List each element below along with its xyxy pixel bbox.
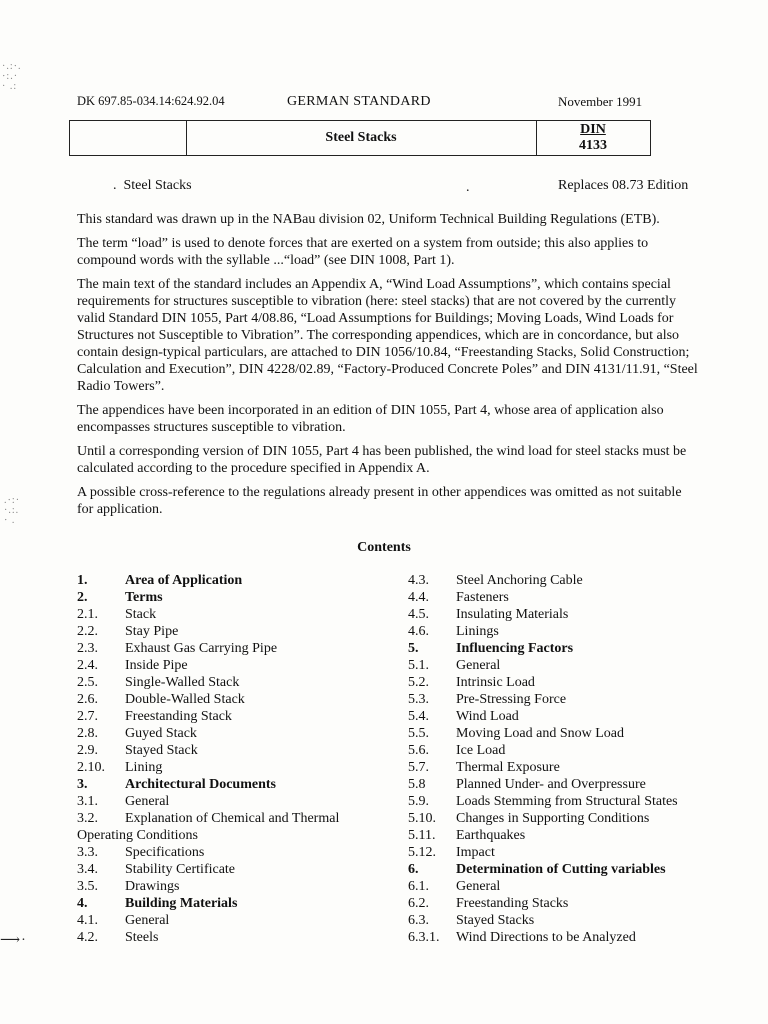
classification-number: DK 697.85-034.14:624.92.04 (77, 94, 225, 108)
contents-entry (408, 708, 708, 725)
contents-column-left (77, 572, 397, 946)
contents-entry (77, 929, 397, 946)
contents-entry (77, 878, 397, 895)
contents-entry-number: 5.12. (408, 845, 436, 860)
subtitle-left: . Steel Stacks (113, 178, 192, 193)
contents-entry-number: 4.6. (408, 624, 429, 639)
contents-entry-title: Pre-Stressing Force (456, 692, 567, 707)
contents-entry-number: 6. (408, 862, 419, 877)
contents-entry-title: Guyed Stack (125, 726, 197, 741)
contents-entry-title: Drawings (125, 879, 180, 894)
contents-entry-number: 5.6. (408, 743, 429, 758)
contents-entry (408, 674, 708, 691)
contents-entry (77, 912, 397, 929)
contents-entry-number: 1. (77, 573, 88, 588)
publication-date: November 1991 (558, 94, 643, 109)
contents-entry (408, 572, 708, 589)
contents-entry (77, 759, 397, 776)
contents-entry (77, 657, 397, 674)
contents-entry-title: Stack (125, 607, 157, 622)
contents-entry-number: 5.8 (408, 777, 426, 792)
contents-entry (408, 878, 708, 895)
contents-entry-number: 3.5. (77, 879, 98, 894)
contents-entry (77, 589, 397, 606)
contents-entry-number: 2.10. (77, 760, 105, 775)
contents-entry-title: Steels (125, 930, 159, 945)
contents-entry (408, 827, 708, 844)
contents-entry-title: Explanation of Chemical and Thermal (125, 811, 340, 826)
contents-entry (408, 861, 708, 878)
contents-entry-title: Double-Walled Stack (125, 692, 245, 707)
contents-entry-title: General (125, 913, 170, 928)
contents-entry-number: 5.5. (408, 726, 429, 741)
contents-entry (408, 742, 708, 759)
contents-entry-number: 2.3. (77, 641, 98, 656)
contents-entry-title: Insulating Materials (456, 607, 569, 622)
paragraph: The main text of the standard includes an Appendix A, “Wind Load Assumptions”, which contains special requirements for structures susceptible to vibration (here: steel stacks) that are not covered by the currently valid Standard DIN 1055, Part 4/08.86, “Load Assumptions for Buildings; Moving Loads, Wind Loads for Structures not Susceptible to Vibration”. The corresponding appendices, which are in concordance, but also contain design-typical particulars, are attached to DIN 1056/10.84, “Freestanding Stacks, Solid Construction; Calculation and Execution”, DIN 4228/02.89, “Factory-Produced Concrete Poles” and DIN 4131/11.91, “Steel Radio Towers”. (77, 277, 698, 394)
scan-speckle: ·.:⋅. ⋅:.· · .: (2, 61, 22, 92)
contents-entry (408, 810, 708, 827)
contents-entry-title: Changes in Supporting Conditions (456, 811, 650, 826)
contents-entry-number: 6.3. (408, 913, 429, 928)
contents-entry-number: 2.5. (77, 675, 98, 690)
contents-entry-number: 5.11. (408, 828, 436, 843)
contents-entry-number: 3.3. (77, 845, 98, 860)
contents-entry-title: Stay Pipe (125, 624, 179, 639)
contents-column-right (408, 572, 708, 946)
contents-entry (408, 895, 708, 912)
paragraph: The appendices have been incorporated in an edition of DIN 1055, Part 4, whose area of application also encompasses structures susceptible to vibration. (77, 403, 664, 435)
contents-entry-title: Specifications (125, 845, 205, 860)
din-label: DIN (580, 122, 606, 137)
scan-speckle: ⟶· (0, 933, 27, 948)
paragraph: The term “load” is used to denote forces that are exerted on a system from outside; this also applies to compound words with the syllable ...“load” (see DIN 1008, Part 1). (77, 236, 649, 268)
subline-dot: . (466, 180, 470, 195)
contents-entry-number: 5.9. (408, 794, 429, 809)
contents-entry (408, 912, 708, 929)
contents-entry (408, 640, 708, 657)
contents-entry (408, 776, 708, 793)
contents-entry-title: Freestanding Stacks (456, 896, 569, 911)
contents-entry (408, 844, 708, 861)
contents-entry-continuation: Operating Conditions (77, 828, 198, 843)
contents-entry-number: 4.4. (408, 590, 429, 605)
contents-entry-number: 4. (77, 896, 88, 911)
contents-entry-title: Linings (456, 624, 499, 639)
contents-entry (408, 589, 708, 606)
contents-entry-number: 2.1. (77, 607, 98, 622)
contents-entry (77, 793, 397, 810)
contents-entry-number: 2.7. (77, 709, 98, 724)
contents-entry (408, 606, 708, 623)
contents-entry-number: 4.5. (408, 607, 429, 622)
contents-entry (77, 776, 397, 793)
contents-entry-number: 3.4. (77, 862, 98, 877)
contents-entry-number: 2.9. (77, 743, 98, 758)
contents-entry (77, 844, 397, 861)
contents-entry-title: Steel Anchoring Cable (456, 573, 583, 588)
contents-entry-number: 4.1. (77, 913, 98, 928)
contents-entry-number: 4.3. (408, 573, 429, 588)
contents-entry (77, 640, 397, 657)
contents-entry-number: 5.1. (408, 658, 429, 673)
din-number: 4133 (579, 138, 607, 153)
contents-entry-title: Area of Application (125, 573, 243, 588)
contents-entry (77, 895, 397, 912)
contents-entry (77, 572, 397, 589)
contents-entry-title: Intrinsic Load (456, 675, 535, 690)
contents-entry (77, 606, 397, 623)
contents-entry-number: 2.2. (77, 624, 98, 639)
paragraph: A possible cross-reference to the regulations already present in other appendices was omitted as not suitable for application. (77, 485, 682, 517)
contents-entry (408, 929, 708, 946)
contents-entry-number: 6.3.1. (408, 930, 440, 945)
title-box (69, 120, 651, 156)
contents-entry-title: Lining (125, 760, 163, 775)
replaces-edition: Replaces 08.73 Edition (558, 178, 689, 193)
contents-entry-title: Determination of Cutting variables (456, 862, 666, 877)
contents-entry-title: Single-Walled Stack (125, 675, 240, 690)
paragraph: This standard was drawn up in the NABau division 02, Uniform Technical Building Regulations (ETB). (77, 212, 660, 227)
contents-entry-title: Fasteners (456, 590, 509, 605)
contents-entry-title: Building Materials (125, 896, 238, 911)
contents-entry-title: Exhaust Gas Carrying Pipe (125, 641, 278, 656)
contents-entry-number: 2. (77, 590, 88, 605)
contents-entry-number: 5.7. (408, 760, 429, 775)
contents-entry-title: Stayed Stacks (456, 913, 535, 928)
contents-entry (77, 742, 397, 759)
contents-entry-number: 3.1. (77, 794, 98, 809)
contents-heading: Contents (357, 540, 411, 555)
contents-entry (77, 674, 397, 691)
contents-entry (77, 810, 397, 827)
contents-entry-number: 6.2. (408, 896, 429, 911)
contents-entry-title: Wind Load (456, 709, 519, 724)
standard-type: GERMAN STANDARD (287, 94, 431, 109)
contents-entry (77, 708, 397, 725)
document-title: Steel Stacks (325, 130, 397, 145)
contents-entry (408, 623, 708, 640)
contents-entry-number: 2.8. (77, 726, 98, 741)
contents-entry (408, 759, 708, 776)
contents-entry-title: Inside Pipe (125, 658, 188, 673)
contents-entry-number: 4.2. (77, 930, 98, 945)
contents-entry-number: 5.10. (408, 811, 436, 826)
contents-entry-number: 5.2. (408, 675, 429, 690)
contents-entry (408, 691, 708, 708)
contents-entry-number: 2.6. (77, 692, 98, 707)
contents-entry-title: General (456, 658, 501, 673)
preamble (77, 211, 699, 525)
contents-entry-title: Earthquakes (456, 828, 526, 843)
contents-entry (408, 793, 708, 810)
contents-entry-title: Thermal Exposure (456, 760, 560, 775)
contents-entry-title: Freestanding Stack (125, 709, 232, 724)
contents-entry-number: 6.1. (408, 879, 429, 894)
contents-entry-title: General (125, 794, 170, 809)
contents-entry-number: 2.4. (77, 658, 98, 673)
contents-entry (77, 861, 397, 878)
contents-entry-title: Loads Stemming from Structural States (456, 794, 678, 809)
contents-entry (408, 725, 708, 742)
contents-entry-number: 3. (77, 777, 88, 792)
contents-entry-title: Planned Under- and Overpressure (456, 777, 646, 792)
contents-entry-number: 5.3. (408, 692, 429, 707)
contents-entry-title: Stability Certificate (125, 862, 236, 877)
contents-entry (77, 623, 397, 640)
contents-entry (77, 691, 397, 708)
contents-entry (77, 725, 397, 742)
scan-speckle: .⋅:· ·.:. ⋅ . (4, 495, 21, 526)
contents-entry-number: 5.4. (408, 709, 429, 724)
contents-entry-title: Moving Load and Snow Load (456, 726, 624, 741)
contents-entry-number: 5. (408, 641, 419, 656)
contents-entry-title: Ice Load (456, 743, 506, 758)
contents-entry-title: Architectural Documents (125, 777, 276, 792)
contents-entry-title: Influencing Factors (456, 641, 574, 656)
contents-entry-title: Terms (125, 590, 163, 605)
contents-entry-title: Impact (456, 845, 495, 860)
din-cell (536, 121, 650, 155)
contents-entry-title: General (456, 879, 501, 894)
subtitle-left-text: Steel Stacks (123, 178, 192, 193)
contents-entry-title: Stayed Stack (125, 743, 198, 758)
contents-entry-title: Wind Directions to be Analyzed (456, 930, 636, 945)
contents-entry (408, 657, 708, 674)
contents-entry-number: 3.2. (77, 811, 98, 826)
paragraph: Until a corresponding version of DIN 1055, Part 4 has been published, the wind load for steel stacks must be calculated according to the procedure specified in Appendix A. (77, 444, 687, 476)
